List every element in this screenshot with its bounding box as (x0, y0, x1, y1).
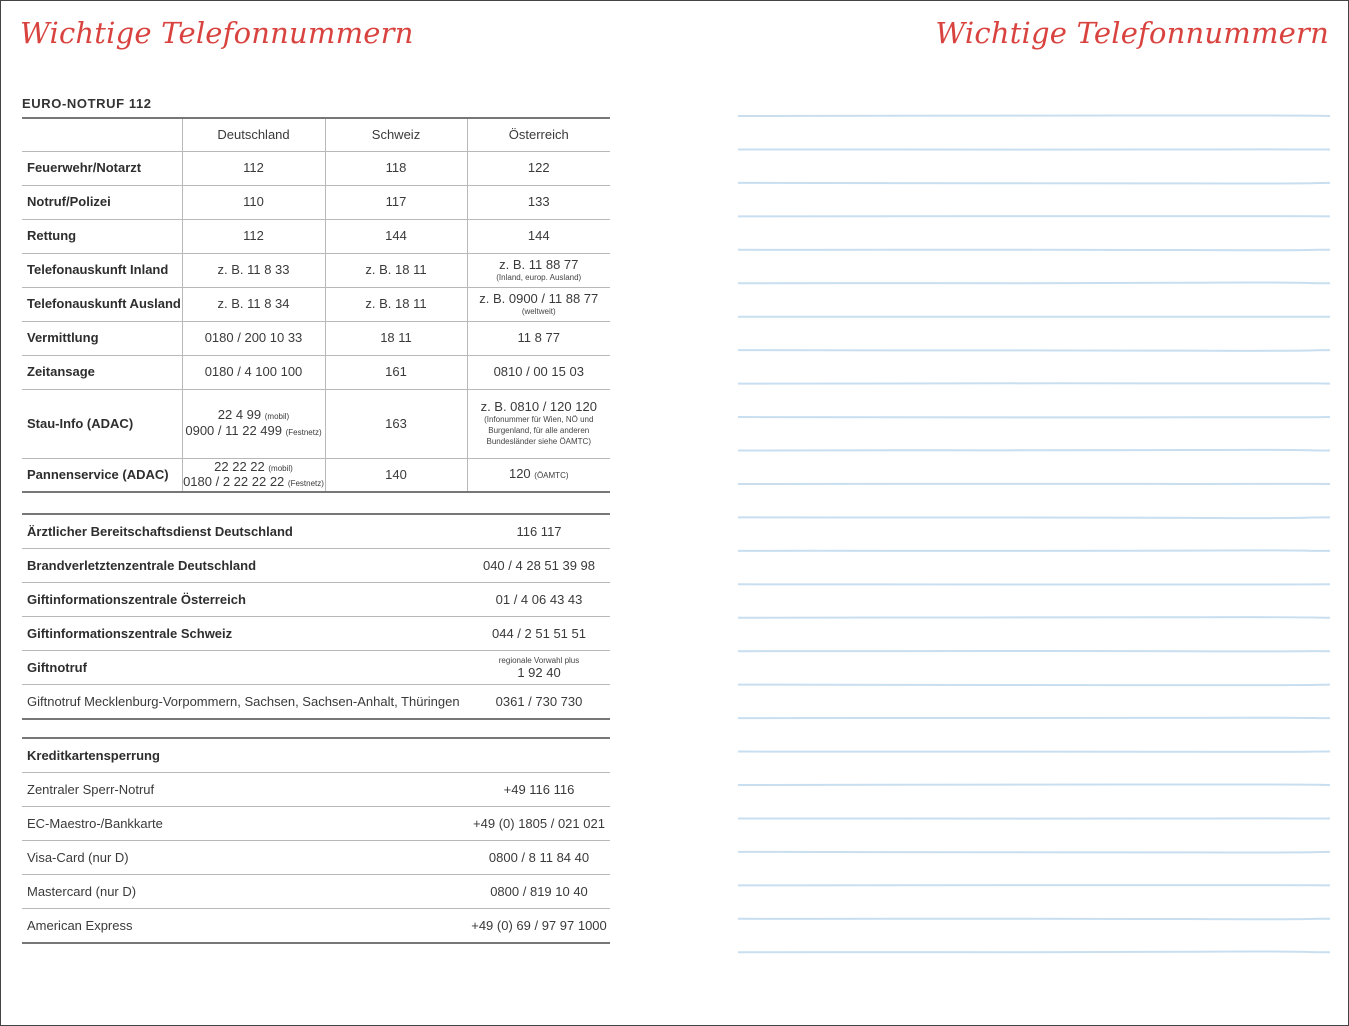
row-value: 040 / 4 28 51 39 98 (468, 549, 610, 583)
cell-at (467, 253, 610, 287)
emergency-table (22, 117, 610, 493)
table-row (22, 909, 610, 944)
row-value: 01 / 4 06 43 43 (468, 583, 610, 617)
writing-line (738, 852, 1330, 853)
cell-at-value: 120 (508, 465, 531, 481)
row-label: Brandverletztenzentrale Deutschland (22, 549, 468, 583)
row-label: Stau-Info (ADAC) (22, 389, 182, 458)
row-value: 0800 / 819 10 40 (468, 875, 610, 909)
row-label: Mastercard (nur D) (22, 875, 468, 909)
cell-ch: 163 (325, 389, 467, 458)
cell-de-note: (Festnetz) (285, 427, 322, 437)
cell-de: 0180 / 200 10 33 (182, 321, 325, 355)
cell-ch: 140 (325, 458, 467, 492)
writing-line (738, 250, 1330, 251)
table-row (22, 583, 610, 617)
cell-de-line (183, 424, 325, 440)
table-row (22, 219, 610, 253)
cell-de: z. B. 11 8 33 (182, 253, 325, 287)
cell-at: 122 (467, 151, 610, 185)
row-label: Telefonauskunft Ausland (22, 287, 182, 321)
cell-de-note: (Festnetz) (287, 478, 324, 488)
table-row (22, 549, 610, 583)
notes-lines (738, 0, 1330, 1026)
row-label: EC-Maestro-/Bankkarte (22, 807, 468, 841)
cell-ch: z. B. 18 11 (325, 253, 467, 287)
card-section-heading: Kreditkartensperrung (22, 738, 468, 773)
table-row (22, 841, 610, 875)
empty-cell (468, 738, 610, 773)
table-row (22, 807, 610, 841)
table-row (22, 685, 610, 720)
table-row (22, 321, 610, 355)
writing-line (738, 517, 1330, 518)
row-label: Rettung (22, 219, 182, 253)
cell-at-note: (Inland, europ. Ausland) (496, 272, 582, 282)
table-row (22, 287, 610, 321)
cell-at (467, 389, 610, 458)
euro-notruf-heading: EURO-NOTRUF 112 (22, 96, 152, 111)
table-row (22, 185, 610, 219)
table-row (22, 651, 610, 685)
writing-line (738, 685, 1330, 686)
table-row (22, 389, 610, 458)
writing-line (738, 350, 1330, 351)
card-block-table (22, 737, 610, 944)
cell-at-note: (weltweit) (521, 306, 556, 316)
cell-at: 11 8 77 (467, 321, 610, 355)
cell-de: 112 (182, 151, 325, 185)
row-value: 0361 / 730 730 (495, 693, 583, 709)
row-label: Notruf/Polizei (22, 185, 182, 219)
cell-at: 0810 / 00 15 03 (467, 355, 610, 389)
writing-line (738, 617, 1330, 618)
cell-de: 0180 / 4 100 100 (182, 355, 325, 389)
cell-ch: 144 (325, 219, 467, 253)
cell-de-note: (mobil) (264, 411, 290, 421)
row-label: Giftinformationszentrale Schweiz (22, 617, 468, 651)
table-header-row (22, 118, 610, 151)
cell-at-value: z. B. 0900 / 11 88 77 (479, 290, 599, 306)
header-cell (22, 118, 182, 151)
row-label: Zentraler Sperr-Notruf (22, 773, 468, 807)
row-value: 044 / 2 51 51 51 (468, 617, 610, 651)
cell-at: 133 (467, 185, 610, 219)
cell-ch: 118 (325, 151, 467, 185)
cell-de-number: 22 4 99 (217, 406, 262, 422)
cell-de-line (183, 460, 325, 475)
cell-de (182, 458, 325, 492)
row-value (468, 651, 610, 685)
row-label: American Express (27, 917, 133, 933)
table-row (22, 458, 610, 492)
medical-table (22, 513, 610, 720)
table-row (22, 617, 610, 651)
table-row (22, 514, 610, 549)
row-label: Giftnotruf (22, 651, 468, 685)
writing-line (738, 183, 1330, 184)
cell-at-value: z. B. 0810 / 120 120 (480, 399, 597, 414)
cell-at: 144 (467, 219, 610, 253)
cell-de: 112 (182, 219, 325, 253)
cell-de-line (183, 408, 325, 424)
column-header: Österreich (467, 118, 610, 151)
page-title-right: Wichtige Telefonnummern (935, 16, 1329, 50)
writing-line (738, 951, 1330, 952)
writing-line (738, 919, 1330, 920)
cell-de-line (183, 475, 325, 490)
row-value: +49 116 116 (468, 773, 610, 807)
row-value: 0800 / 8 11 84 40 (468, 841, 610, 875)
row-value-number: 1 92 40 (517, 665, 561, 680)
column-header: Deutschland (182, 118, 325, 151)
cell-ch: 18 11 (325, 321, 467, 355)
writing-line (738, 450, 1330, 451)
cell-at (467, 287, 610, 321)
cell-ch: 117 (325, 185, 467, 219)
cell-ch: 161 (325, 355, 467, 389)
row-value-note: regionale Vorwahl plus (498, 656, 580, 665)
cell-ch: z. B. 18 11 (325, 287, 467, 321)
cell-de-number: 22 22 22 (214, 458, 265, 474)
table-row (22, 875, 610, 909)
row-label: Giftinformationszentrale Österreich (22, 583, 468, 617)
cell-at (467, 458, 610, 492)
cell-de-number: 0900 / 11 22 499 (185, 422, 282, 438)
cell-de-number: 0180 / 2 22 22 22 (183, 473, 285, 489)
row-label: Pannenservice (ADAC) (27, 466, 169, 482)
writing-line (738, 550, 1330, 551)
table-row (22, 355, 610, 389)
row-label: Zeitansage (22, 355, 182, 389)
row-label: Telefonauskunft Inland (22, 253, 182, 287)
cell-at-value: z. B. 11 88 77 (499, 256, 579, 272)
row-label: Feuerwehr/Notarzt (22, 151, 182, 185)
row-label: Vermittlung (22, 321, 182, 355)
page-title-left: Wichtige Telefonnummern (20, 16, 414, 50)
row-label: Visa-Card (nur D) (22, 841, 468, 875)
row-value: 116 117 (468, 514, 610, 549)
cell-de: z. B. 11 8 34 (182, 287, 325, 321)
writing-line (738, 784, 1330, 785)
cell-at-note: (ÖAMTC) (534, 470, 569, 480)
row-label: Giftnotruf Mecklenburg-Vorpommern, Sachsen, Sachsen-Anhalt, Thüringen (27, 693, 460, 709)
row-value: +49 (0) 1805 / 021 021 (468, 807, 610, 841)
cell-de: 110 (182, 185, 325, 219)
table-row (22, 773, 610, 807)
table-heading-row (22, 738, 610, 773)
cell-de-note: (mobil) (268, 463, 293, 473)
writing-line (738, 282, 1330, 283)
column-header: Schweiz (325, 118, 467, 151)
cell-at-note: (Infonummer für Wien, NÖ und Burgenland, für alle anderen Bundesländer siehe ÖAMTC) (484, 415, 594, 446)
table-row (22, 151, 610, 185)
table-row (22, 253, 610, 287)
row-label: Ärztlicher Bereitschaftsdienst Deutschland (22, 514, 468, 549)
cell-de (182, 389, 325, 458)
writing-line (738, 115, 1330, 116)
row-value: +49 (0) 69 / 97 97 1000 (471, 917, 607, 933)
